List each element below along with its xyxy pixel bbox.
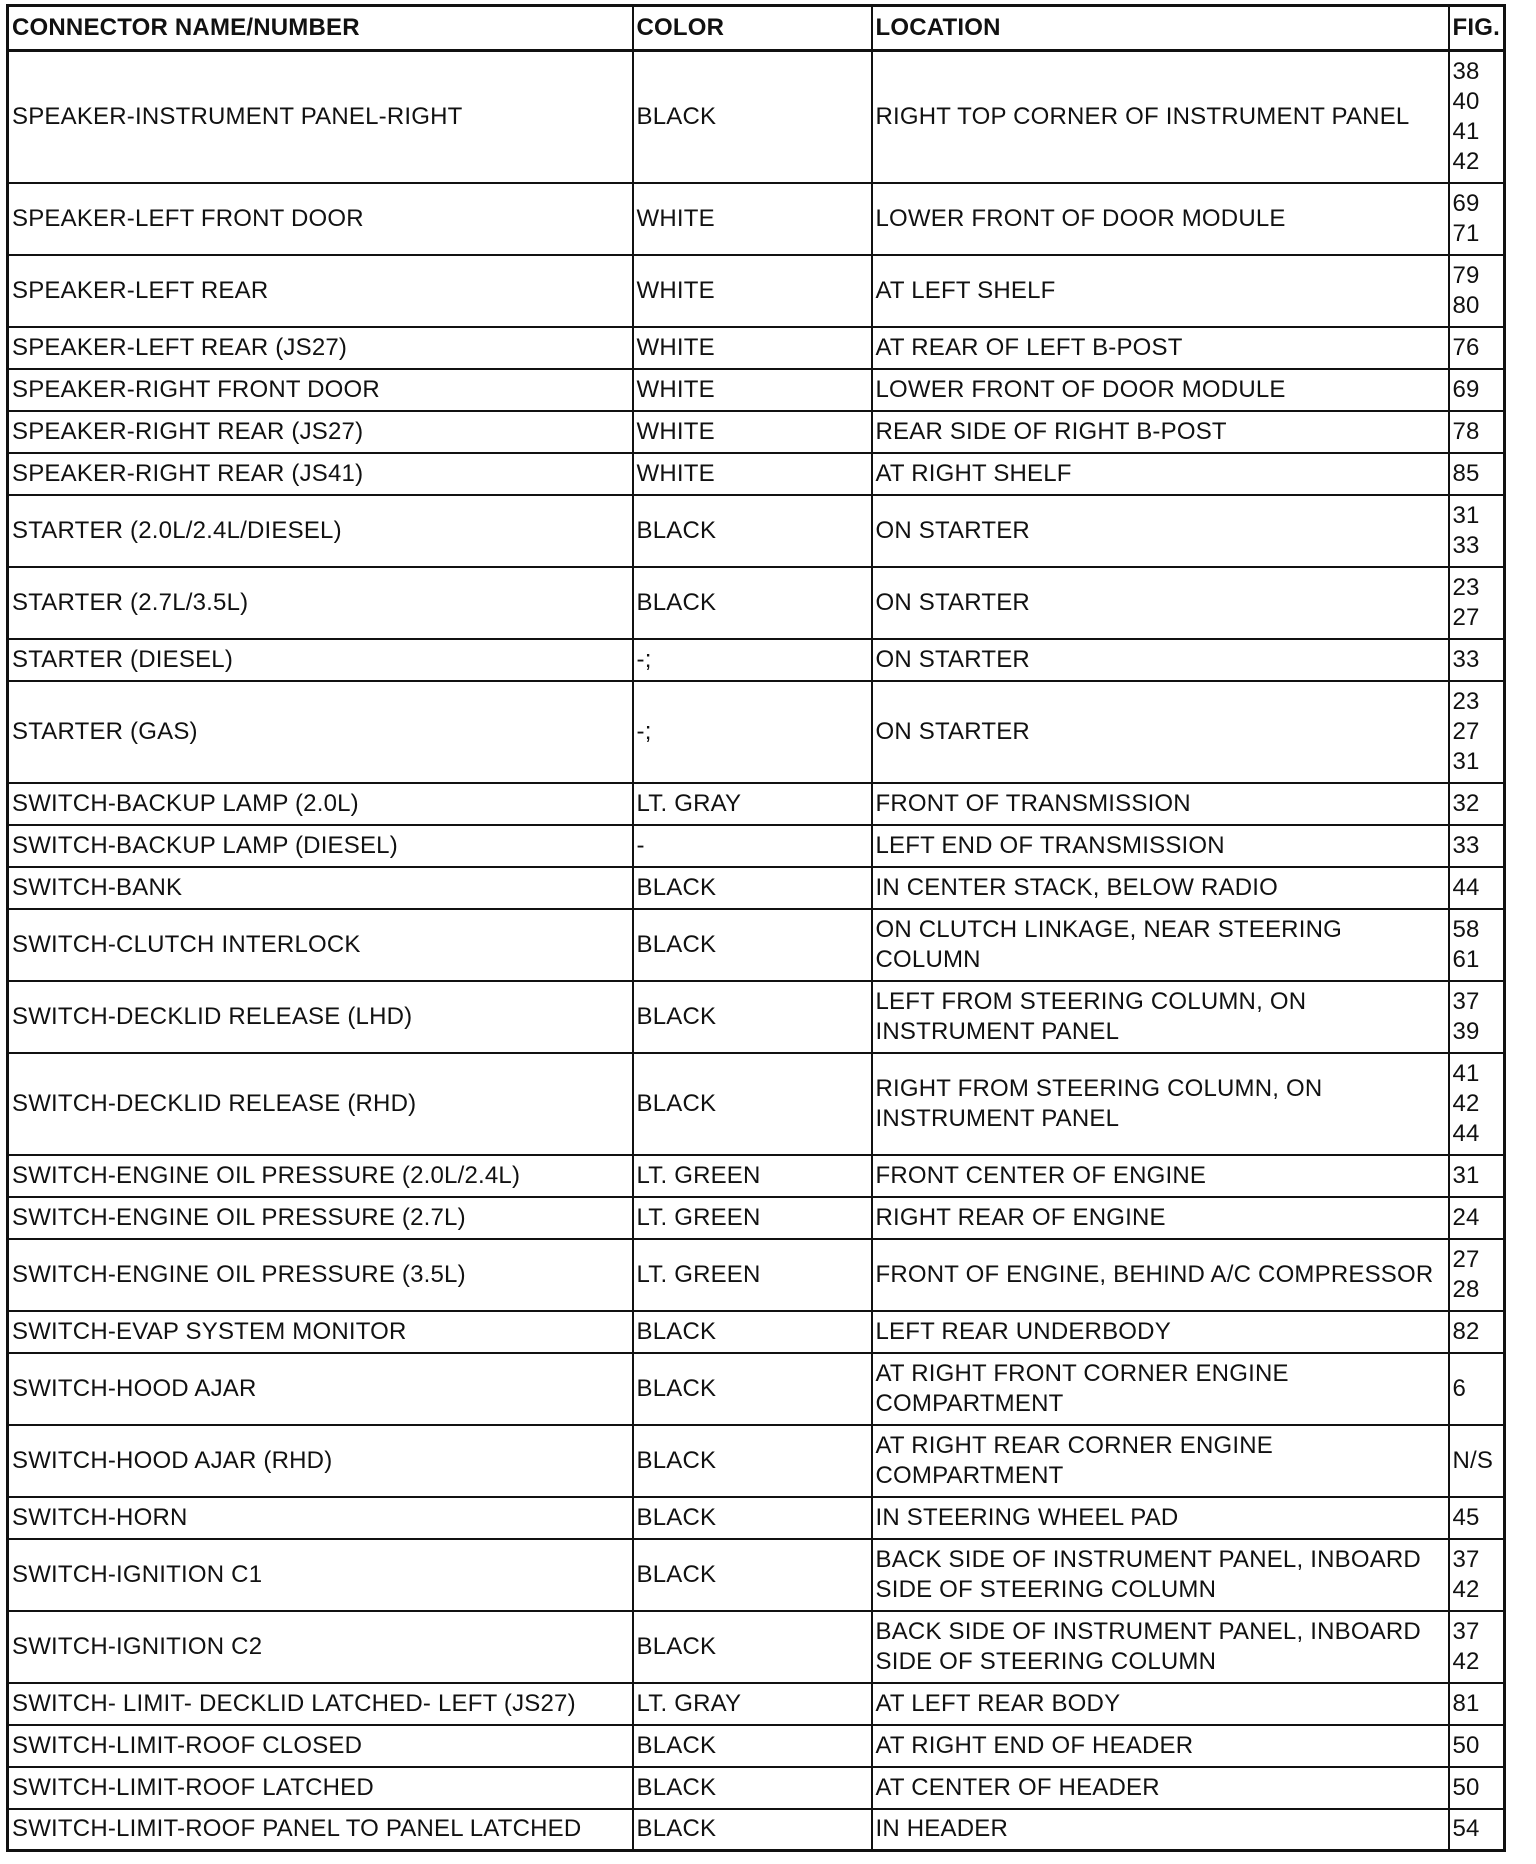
cell-color: BLACK	[633, 981, 872, 1053]
cell-connector-name: SWITCH-BANK	[8, 867, 633, 909]
cell-connector-name: SWITCH-DECKLID RELEASE (LHD)	[8, 981, 633, 1053]
cell-location: LOWER FRONT OF DOOR MODULE	[872, 183, 1449, 255]
cell-fig: 45	[1449, 1497, 1505, 1539]
table-row	[8, 1539, 1505, 1611]
cell-color: BLACK	[633, 1053, 872, 1155]
cell-fig: 37 42	[1449, 1611, 1505, 1683]
cell-connector-name: STARTER (2.0L/2.4L/DIESEL)	[8, 495, 633, 567]
cell-color: BLACK	[633, 1539, 872, 1611]
cell-color: BLACK	[633, 1497, 872, 1539]
table-row	[8, 981, 1505, 1053]
cell-location: LEFT END OF TRANSMISSION	[872, 825, 1449, 867]
cell-connector-name: SWITCH-ENGINE OIL PRESSURE (3.5L)	[8, 1239, 633, 1311]
cell-location: ON CLUTCH LINKAGE, NEAR STEERING COLUMN	[872, 909, 1449, 981]
cell-color: BLACK	[633, 1809, 872, 1851]
table-row	[8, 639, 1505, 681]
cell-connector-name: SWITCH-BACKUP LAMP (DIESEL)	[8, 825, 633, 867]
cell-color: WHITE	[633, 183, 872, 255]
cell-fig: 37 39	[1449, 981, 1505, 1053]
table-row	[8, 783, 1505, 825]
cell-fig: 32	[1449, 783, 1505, 825]
cell-color: LT. GREEN	[633, 1197, 872, 1239]
cell-color: LT. GRAY	[633, 783, 872, 825]
cell-color: BLACK	[633, 1767, 872, 1809]
cell-location: BACK SIDE OF INSTRUMENT PANEL, INBOARD SIDE OF STEERING COLUMN	[872, 1539, 1449, 1611]
cell-fig: 78	[1449, 411, 1505, 453]
cell-location: IN CENTER STACK, BELOW RADIO	[872, 867, 1449, 909]
cell-location: FRONT CENTER OF ENGINE	[872, 1155, 1449, 1197]
table-row	[8, 681, 1505, 783]
cell-color: BLACK	[633, 1611, 872, 1683]
cell-connector-name: SWITCH- LIMIT- DECKLID LATCHED- LEFT (JS27)	[8, 1683, 633, 1725]
cell-fig: 44	[1449, 867, 1505, 909]
table-row	[8, 1725, 1505, 1767]
table-row	[8, 1611, 1505, 1683]
cell-color: BLACK	[633, 495, 872, 567]
table-row	[8, 411, 1505, 453]
cell-fig: 41 42 44	[1449, 1053, 1505, 1155]
cell-connector-name: SPEAKER-RIGHT FRONT DOOR	[8, 369, 633, 411]
cell-connector-name: SWITCH-CLUTCH INTERLOCK	[8, 909, 633, 981]
cell-location: RIGHT TOP CORNER OF INSTRUMENT PANEL	[872, 51, 1449, 183]
cell-connector-name: STARTER (DIESEL)	[8, 639, 633, 681]
cell-fig: 38 40 41 42	[1449, 51, 1505, 183]
cell-location: ON STARTER	[872, 681, 1449, 783]
cell-location: RIGHT FROM STEERING COLUMN, ON INSTRUMENT PANEL	[872, 1053, 1449, 1155]
cell-color: BLACK	[633, 867, 872, 909]
cell-location: LEFT REAR UNDERBODY	[872, 1311, 1449, 1353]
cell-location: REAR SIDE OF RIGHT B-POST	[872, 411, 1449, 453]
cell-connector-name: SWITCH-EVAP SYSTEM MONITOR	[8, 1311, 633, 1353]
cell-fig: 31	[1449, 1155, 1505, 1197]
cell-location: RIGHT REAR OF ENGINE	[872, 1197, 1449, 1239]
cell-connector-name: SPEAKER-LEFT FRONT DOOR	[8, 183, 633, 255]
cell-fig: 37 42	[1449, 1539, 1505, 1611]
cell-color: BLACK	[633, 1311, 872, 1353]
cell-color: WHITE	[633, 255, 872, 327]
cell-color: LT. GREEN	[633, 1155, 872, 1197]
cell-color: BLACK	[633, 909, 872, 981]
cell-fig: N/S	[1449, 1425, 1505, 1497]
cell-location: LOWER FRONT OF DOOR MODULE	[872, 369, 1449, 411]
cell-connector-name: SPEAKER-RIGHT REAR (JS27)	[8, 411, 633, 453]
cell-fig: 79 80	[1449, 255, 1505, 327]
cell-connector-name: SPEAKER-LEFT REAR	[8, 255, 633, 327]
cell-fig: 81	[1449, 1683, 1505, 1725]
cell-fig: 50	[1449, 1725, 1505, 1767]
cell-color: BLACK	[633, 1425, 872, 1497]
table-row	[8, 1497, 1505, 1539]
cell-location: AT RIGHT SHELF	[872, 453, 1449, 495]
cell-connector-name: STARTER (GAS)	[8, 681, 633, 783]
cell-color: BLACK	[633, 567, 872, 639]
cell-connector-name: SPEAKER-INSTRUMENT PANEL-RIGHT	[8, 51, 633, 183]
cell-color: -	[633, 825, 872, 867]
cell-connector-name: SPEAKER-LEFT REAR (JS27)	[8, 327, 633, 369]
cell-location: AT CENTER OF HEADER	[872, 1767, 1449, 1809]
cell-fig: 31 33	[1449, 495, 1505, 567]
cell-fig: 58 61	[1449, 909, 1505, 981]
table-row	[8, 1197, 1505, 1239]
cell-fig: 23 27	[1449, 567, 1505, 639]
cell-connector-name: SWITCH-IGNITION C1	[8, 1539, 633, 1611]
cell-fig: 54	[1449, 1809, 1505, 1851]
cell-fig: 23 27 31	[1449, 681, 1505, 783]
cell-fig: 33	[1449, 825, 1505, 867]
cell-location: AT RIGHT REAR CORNER ENGINE COMPARTMENT	[872, 1425, 1449, 1497]
cell-color: -;	[633, 681, 872, 783]
cell-location: LEFT FROM STEERING COLUMN, ON INSTRUMENT PANEL	[872, 981, 1449, 1053]
table-row	[8, 1155, 1505, 1197]
cell-connector-name: SWITCH-ENGINE OIL PRESSURE (2.7L)	[8, 1197, 633, 1239]
header-color: COLOR	[633, 6, 872, 51]
table-row	[8, 183, 1505, 255]
cell-connector-name: SWITCH-HORN	[8, 1497, 633, 1539]
table-row	[8, 495, 1505, 567]
table-row	[8, 453, 1505, 495]
table-row	[8, 1239, 1505, 1311]
cell-fig: 6	[1449, 1353, 1505, 1425]
cell-color: BLACK	[633, 1725, 872, 1767]
table-row	[8, 1311, 1505, 1353]
table-header-row	[8, 6, 1505, 51]
cell-connector-name: SWITCH-IGNITION C2	[8, 1611, 633, 1683]
cell-fig: 27 28	[1449, 1239, 1505, 1311]
cell-color: WHITE	[633, 327, 872, 369]
cell-connector-name: STARTER (2.7L/3.5L)	[8, 567, 633, 639]
table-row	[8, 369, 1505, 411]
cell-connector-name: SWITCH-HOOD AJAR	[8, 1353, 633, 1425]
cell-fig: 76	[1449, 327, 1505, 369]
cell-connector-name: SWITCH-LIMIT-ROOF LATCHED	[8, 1767, 633, 1809]
table-row	[8, 327, 1505, 369]
header-connector-name: CONNECTOR NAME/NUMBER	[8, 6, 633, 51]
cell-connector-name: SWITCH-ENGINE OIL PRESSURE (2.0L/2.4L)	[8, 1155, 633, 1197]
cell-color: BLACK	[633, 1353, 872, 1425]
table-row	[8, 567, 1505, 639]
cell-fig: 69 71	[1449, 183, 1505, 255]
cell-location: FRONT OF ENGINE, BEHIND A/C COMPRESSOR	[872, 1239, 1449, 1311]
cell-location: IN HEADER	[872, 1809, 1449, 1851]
cell-color: LT. GRAY	[633, 1683, 872, 1725]
cell-location: ON STARTER	[872, 495, 1449, 567]
cell-location: IN STEERING WHEEL PAD	[872, 1497, 1449, 1539]
cell-location: ON STARTER	[872, 639, 1449, 681]
connector-location-document	[6, 4, 1503, 1852]
table-row	[8, 255, 1505, 327]
cell-color: WHITE	[633, 411, 872, 453]
cell-connector-name: SWITCH-DECKLID RELEASE (RHD)	[8, 1053, 633, 1155]
cell-connector-name: SPEAKER-RIGHT REAR (JS41)	[8, 453, 633, 495]
cell-location: FRONT OF TRANSMISSION	[872, 783, 1449, 825]
cell-fig: 82	[1449, 1311, 1505, 1353]
cell-location: AT LEFT REAR BODY	[872, 1683, 1449, 1725]
cell-location: BACK SIDE OF INSTRUMENT PANEL, INBOARD SIDE OF STEERING COLUMN	[872, 1611, 1449, 1683]
table-row	[8, 867, 1505, 909]
cell-location: AT LEFT SHELF	[872, 255, 1449, 327]
cell-location: AT RIGHT FRONT CORNER ENGINE COMPARTMENT	[872, 1353, 1449, 1425]
table-row	[8, 1425, 1505, 1497]
cell-fig: 69	[1449, 369, 1505, 411]
table-row	[8, 1767, 1505, 1809]
table-row	[8, 1683, 1505, 1725]
table-row	[8, 825, 1505, 867]
cell-connector-name: SWITCH-BACKUP LAMP (2.0L)	[8, 783, 633, 825]
cell-color: -;	[633, 639, 872, 681]
cell-fig: 85	[1449, 453, 1505, 495]
table-row	[8, 909, 1505, 981]
cell-connector-name: SWITCH-LIMIT-ROOF PANEL TO PANEL LATCHED	[8, 1809, 633, 1851]
cell-connector-name: SWITCH-LIMIT-ROOF CLOSED	[8, 1725, 633, 1767]
cell-fig: 33	[1449, 639, 1505, 681]
cell-location: ON STARTER	[872, 567, 1449, 639]
cell-fig: 50	[1449, 1767, 1505, 1809]
cell-location: AT REAR OF LEFT B-POST	[872, 327, 1449, 369]
table-row	[8, 51, 1505, 183]
cell-color: WHITE	[633, 453, 872, 495]
cell-color: BLACK	[633, 51, 872, 183]
cell-location: AT RIGHT END OF HEADER	[872, 1725, 1449, 1767]
cell-color: LT. GREEN	[633, 1239, 872, 1311]
connector-table	[6, 4, 1506, 1852]
table-row	[8, 1809, 1505, 1851]
cell-color: WHITE	[633, 369, 872, 411]
header-fig: FIG.	[1449, 6, 1505, 51]
table-row	[8, 1053, 1505, 1155]
table-row	[8, 1353, 1505, 1425]
cell-fig: 24	[1449, 1197, 1505, 1239]
cell-connector-name: SWITCH-HOOD AJAR (RHD)	[8, 1425, 633, 1497]
header-location: LOCATION	[872, 6, 1449, 51]
